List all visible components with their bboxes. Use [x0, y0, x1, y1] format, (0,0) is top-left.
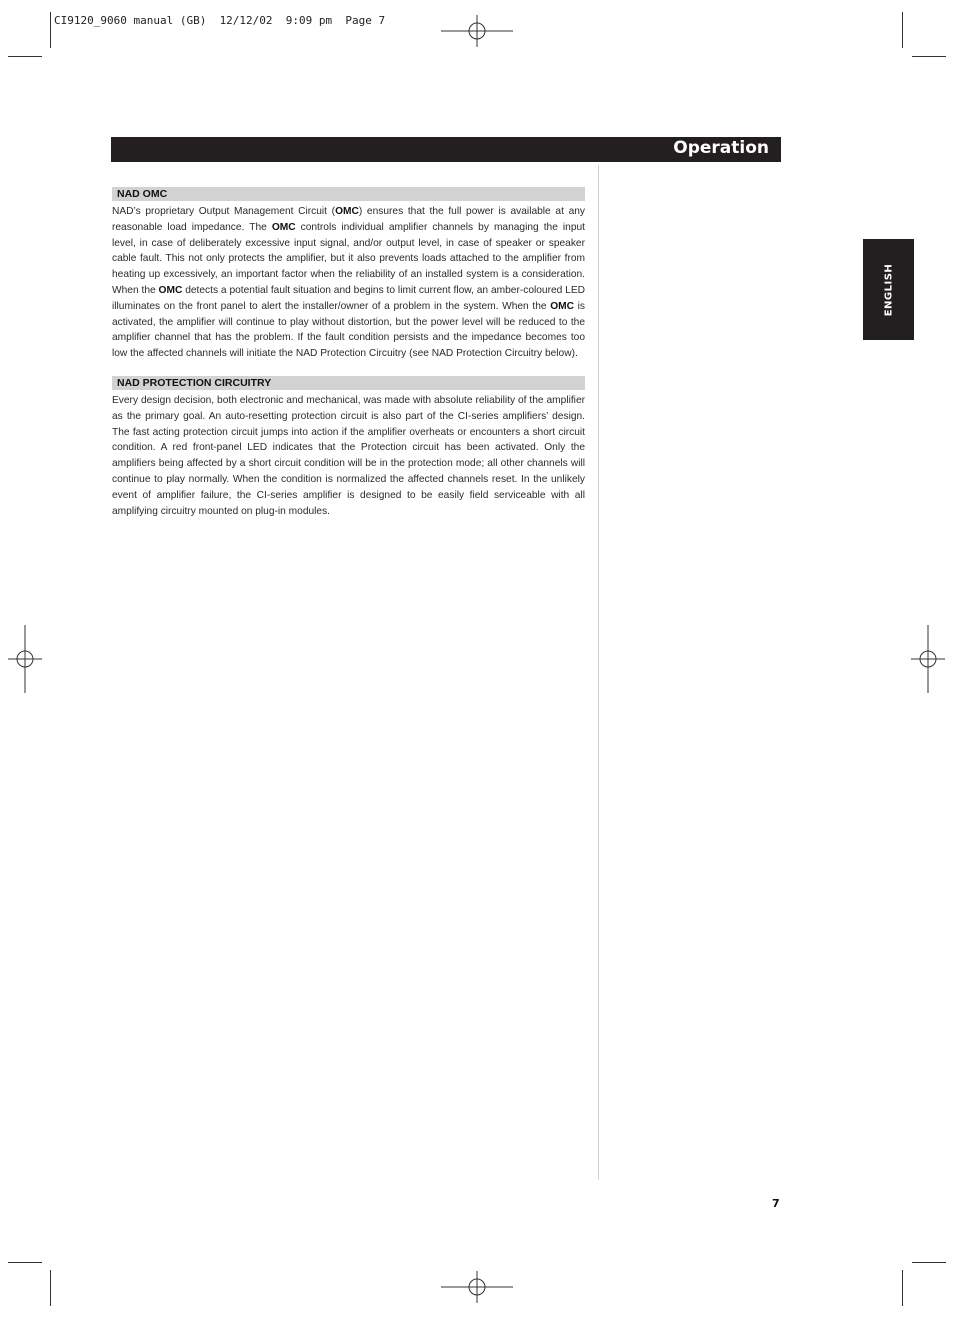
section-nad-omc: [112, 187, 585, 362]
section-heading: NAD OMC: [112, 187, 585, 201]
section-header-bar: [111, 137, 781, 162]
column-divider: [598, 165, 599, 1180]
crop-mark: [50, 12, 51, 48]
crop-mark: [8, 56, 42, 57]
crop-mark: [902, 1270, 903, 1306]
registration-mark-icon: [911, 625, 945, 693]
crop-mark: [912, 56, 946, 57]
section-body: NAD’s proprietary Output Management Circuit (OMC) ensures that the full power is available at any reasonable load impedance. The OMC controls individual amplifier channels by managing the input level, in case of deliberately excessive input signal, and/or output level, in case of speaker or speaker cable fault. This not only protects the amplifier, but it also prevents loads attached to the amplifier from heating up excessively, an important factor when the reliability of an installed system is a consideration. When the OMC detects a potential fault situation and begins to limit current flow, an amber-coloured LED illuminates on the front panel to alert the installer/owner of a problem in the system. When the OMC is activated, the amplifier will continue to play without distortion, but the power level will be reduced to the amplifier channel that has the problem. If the fault condition persists and the impedance becomes too low the affected channels will initiate the NAD Protection Circuitry (see NAD Protection Circuitry below).: [112, 206, 586, 360]
crop-mark: [902, 12, 903, 48]
section-nad-protection-circuitry: [112, 376, 585, 519]
language-tab-label: ENGLISH: [883, 263, 894, 316]
crop-mark: [912, 1262, 946, 1263]
registration-mark-icon: [8, 625, 42, 693]
print-slug: CI9120_9060 manual (GB) 12/12/02 9:09 pm Page 7: [54, 14, 386, 27]
page-number: 7: [772, 1197, 780, 1210]
section-body: Every design decision, both electronic and mechanical, was made with absolute reliability of the amplifier as the primary goal. An auto-resetting protection circuit is also part of the CI-series amplifiers’ design. The fast acting protection circuit jumps into action if the amplifier overheats or encounters a short circuit condition. A red front-panel LED indicates that the Protection circuit has been activated. Only the amplifiers being affected by a short circuit condition will be in the protection mode; all other channels will continue to play normally. When the condition is normalized the affected channels reset. In the unlikely event of amplifier failure, the CI-series amplifier is designed to be easily field serviceable with all amplifying circuitry mounted on plug-in modules.: [112, 395, 585, 517]
registration-mark-icon: [441, 15, 513, 47]
crop-mark: [8, 1262, 42, 1263]
crop-mark: [50, 1270, 51, 1306]
page-title: Operation: [673, 138, 769, 158]
language-tab: [863, 239, 914, 340]
registration-mark-icon: [441, 1271, 513, 1303]
section-heading: NAD PROTECTION CIRCUITRY: [112, 376, 585, 390]
